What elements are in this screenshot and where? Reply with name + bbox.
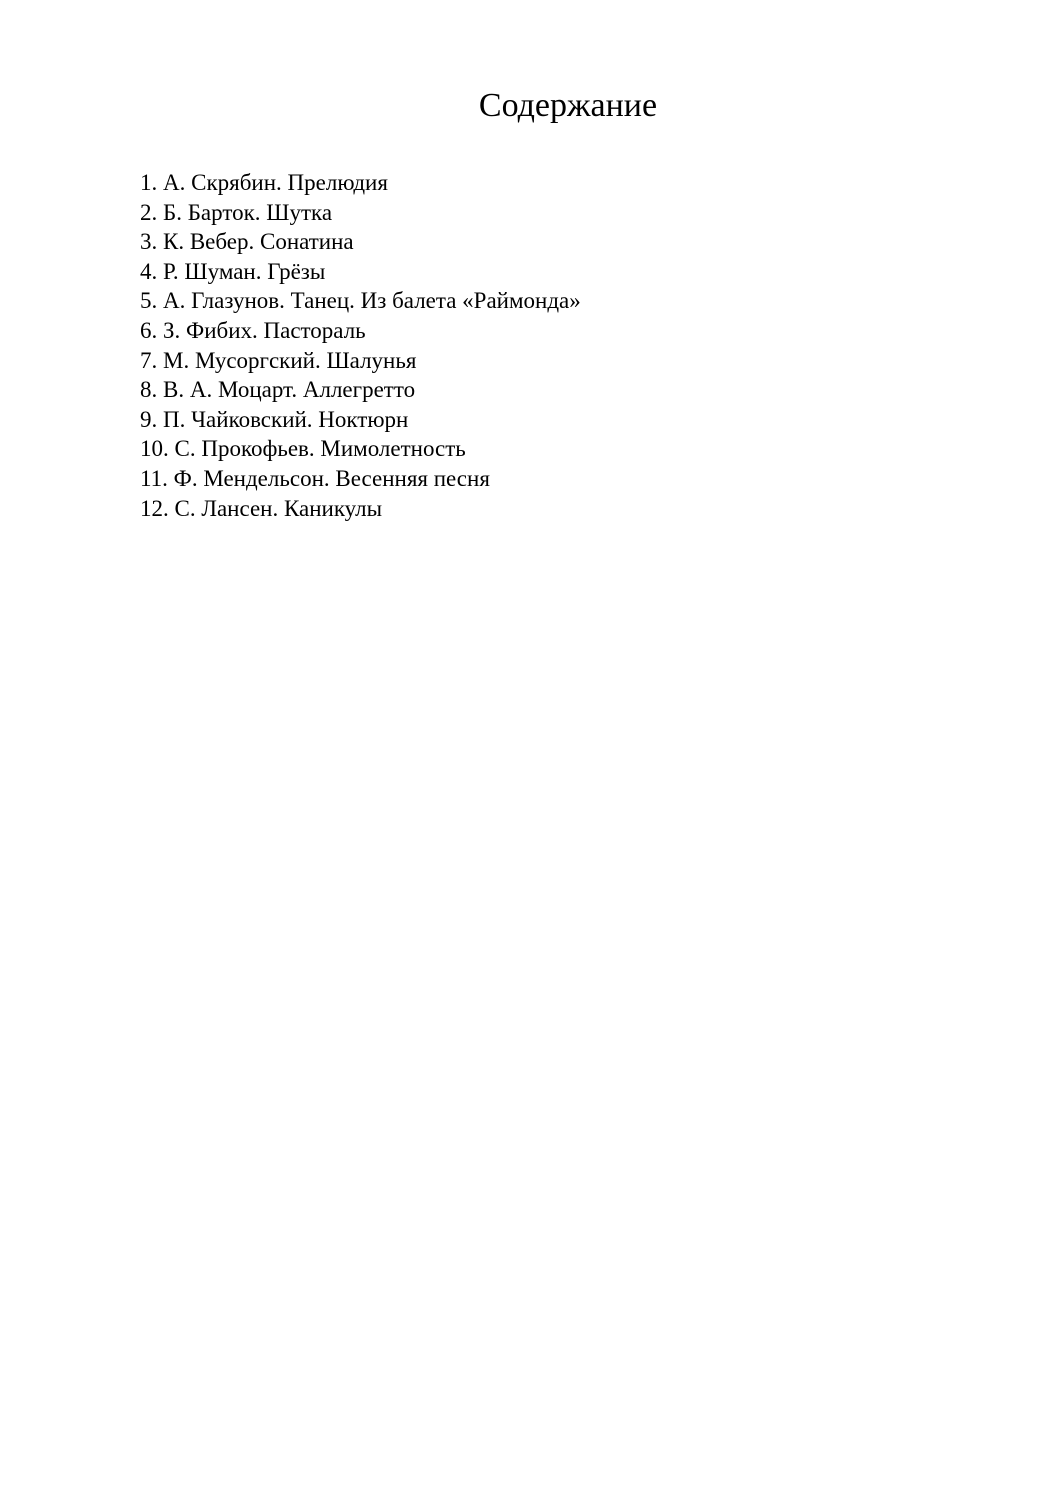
toc-item-5: 5. А. Глазунов. Танец. Из балета «Раймонда» — [140, 288, 581, 314]
toc-item-12: 12. С. Лансен. Каникулы — [140, 495, 383, 521]
toc-item-6: 6. З. Фибих. Пастораль — [140, 317, 366, 343]
toc-item-7: 7. М. Мусоргский. Шалунья — [140, 347, 417, 373]
toc-item-10: 10. С. Прокофьев. Мимолетность — [140, 436, 466, 462]
toc-item-11: 11. Ф. Мендельсон. Весенняя песня — [140, 465, 490, 491]
toc-item-4: 4. Р. Шуман. Грёзы — [140, 258, 326, 284]
toc-item-8: 8. В. А. Моцарт. Аллегретто — [140, 377, 416, 403]
page-title: Содержание — [478, 87, 658, 124]
toc-item-9: 9. П. Чайковский. Ноктюрн — [140, 406, 409, 432]
toc-item-3: 3. К. Вебер. Сонатина — [140, 229, 354, 255]
toc-item-2: 2. Б. Барток. Шутка — [140, 199, 333, 225]
toc-item-1: 1. А. Скрябин. Прелюдия — [140, 170, 388, 195]
table-of-contents — [140, 168, 581, 523]
